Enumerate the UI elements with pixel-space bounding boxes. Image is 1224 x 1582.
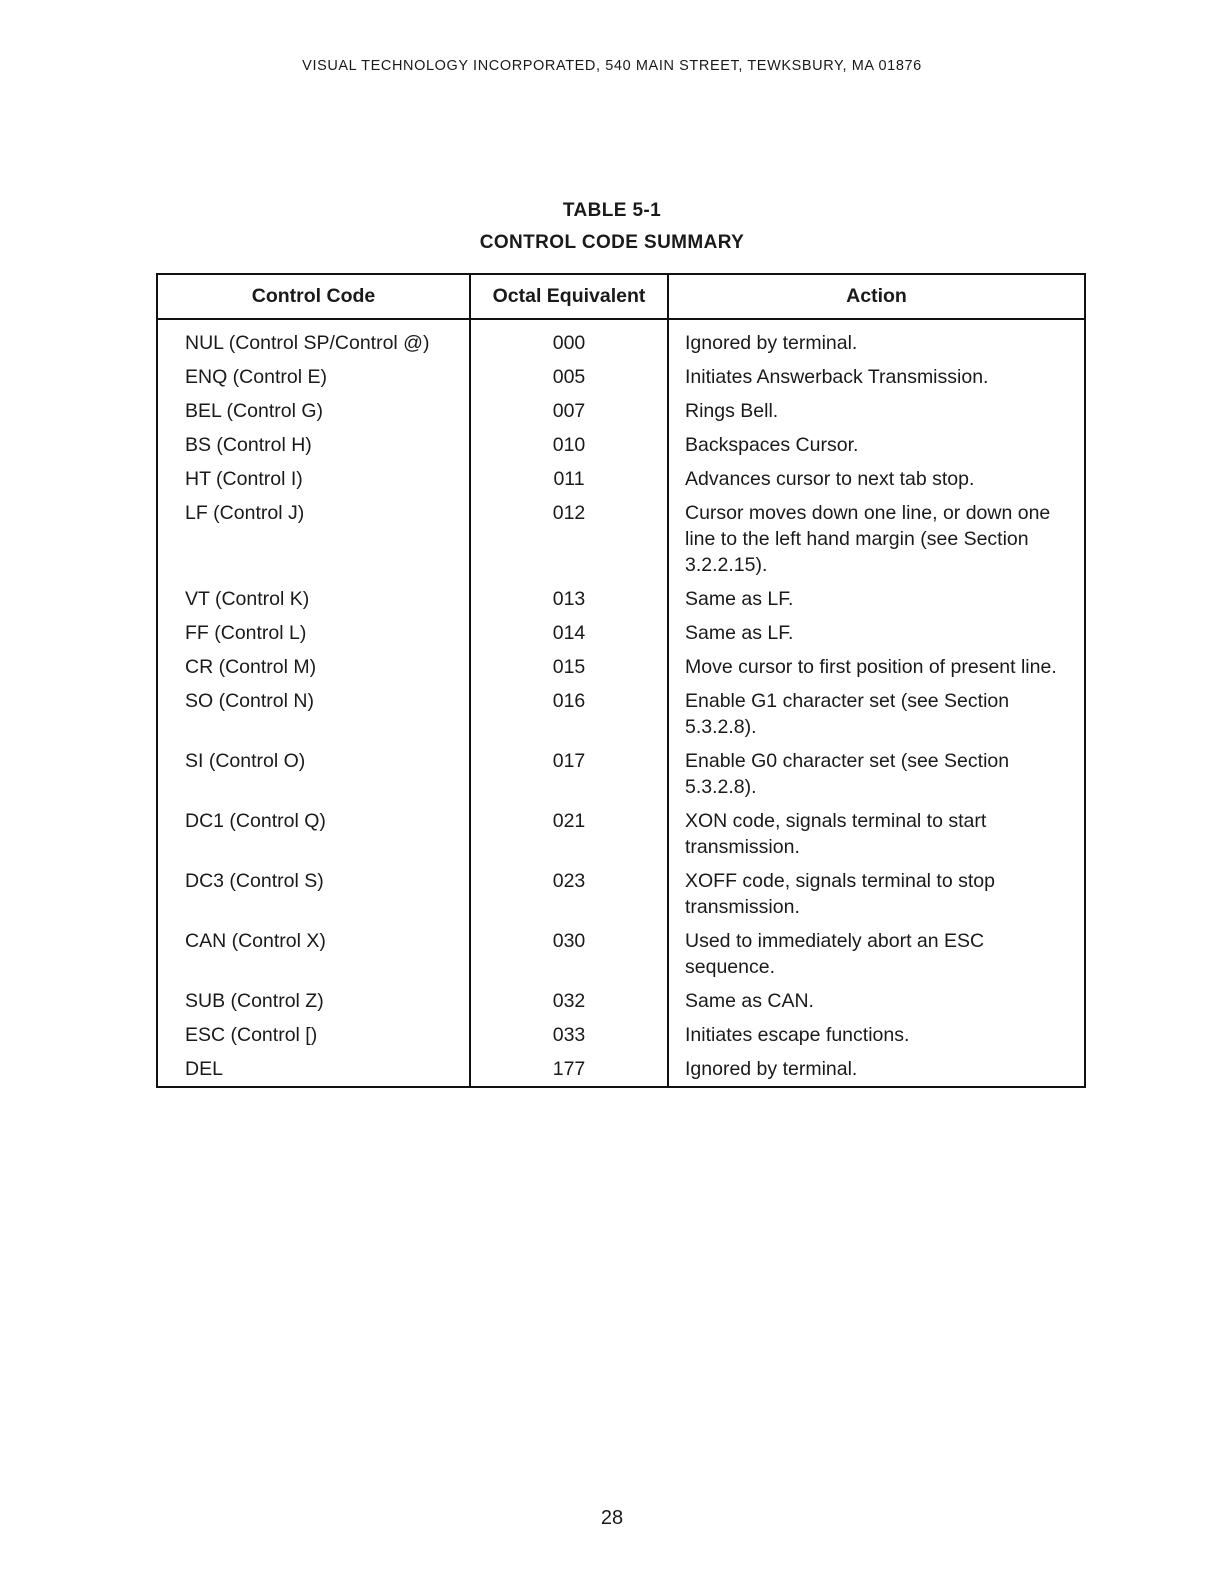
control-code-cell: FF (Control L) bbox=[185, 622, 307, 644]
control-code-cell: LF (Control J) bbox=[185, 502, 305, 524]
control-code-cell: NUL (Control SP/Control @) bbox=[185, 332, 430, 354]
action-cell: Cursor moves down one line, or down one line to the left hand margin (see Section 3.2.2.15). bbox=[668, 495, 1085, 581]
table-row bbox=[157, 743, 1085, 803]
table-row bbox=[157, 1051, 1085, 1087]
action-cell: Initiates Answerback Transmission. bbox=[668, 359, 1085, 393]
table-row bbox=[157, 319, 1085, 359]
control-code-cell: VT (Control K) bbox=[185, 588, 310, 610]
octal-cell: 017 bbox=[470, 743, 668, 803]
control-code-cell: BEL (Control G) bbox=[185, 400, 323, 422]
table-row bbox=[157, 923, 1085, 983]
table-header-row bbox=[157, 274, 1085, 319]
table-subtitle: CONTROL CODE SUMMARY bbox=[479, 232, 745, 253]
table-row bbox=[157, 461, 1085, 495]
action-cell: Same as CAN. bbox=[668, 983, 1085, 1017]
octal-cell: 011 bbox=[470, 461, 668, 495]
table-title: TABLE 5-1 bbox=[562, 200, 662, 221]
control-code-cell: DC1 (Control Q) bbox=[185, 810, 326, 832]
octal-cell: 033 bbox=[470, 1017, 668, 1051]
action-cell: Backspaces Cursor. bbox=[668, 427, 1085, 461]
octal-cell: 177 bbox=[470, 1051, 668, 1087]
control-code-table bbox=[156, 273, 1086, 1088]
header-octal-equivalent: Octal Equivalent bbox=[470, 274, 668, 319]
action-cell: Ignored by terminal. bbox=[668, 1051, 1085, 1087]
action-cell: Enable G0 character set (see Section 5.3.2.8). bbox=[668, 743, 1085, 803]
page-number: 28 bbox=[600, 1507, 624, 1529]
octal-cell: 030 bbox=[470, 923, 668, 983]
control-code-cell: BS (Control H) bbox=[185, 434, 312, 456]
control-code-cell: HT (Control I) bbox=[185, 468, 303, 490]
octal-cell: 016 bbox=[470, 683, 668, 743]
action-cell: XOFF code, signals terminal to stop transmission. bbox=[668, 863, 1085, 923]
octal-cell: 021 bbox=[470, 803, 668, 863]
control-code-cell: ESC (Control [) bbox=[185, 1024, 318, 1046]
letterhead: VISUAL TECHNOLOGY INCORPORATED, 540 MAIN STREET, TEWKSBURY, MA 01876 bbox=[302, 58, 922, 74]
table-row bbox=[157, 615, 1085, 649]
control-code-cell: CR (Control M) bbox=[185, 656, 317, 678]
table-row bbox=[157, 427, 1085, 461]
action-cell: Used to immediately abort an ESC sequence. bbox=[668, 923, 1085, 983]
table-row bbox=[157, 983, 1085, 1017]
table-row bbox=[157, 359, 1085, 393]
action-cell: Same as LF. bbox=[668, 615, 1085, 649]
action-cell: Rings Bell. bbox=[668, 393, 1085, 427]
header-action: Action bbox=[668, 274, 1085, 319]
control-code-cell: DC3 (Control S) bbox=[185, 870, 324, 892]
action-cell: Ignored by terminal. bbox=[668, 319, 1085, 359]
action-cell: Move cursor to first position of present line. bbox=[668, 649, 1085, 683]
octal-cell: 032 bbox=[470, 983, 668, 1017]
octal-cell: 000 bbox=[470, 319, 668, 359]
octal-cell: 005 bbox=[470, 359, 668, 393]
octal-cell: 013 bbox=[470, 581, 668, 615]
table-row bbox=[157, 393, 1085, 427]
octal-cell: 014 bbox=[470, 615, 668, 649]
control-code-cell: ENQ (Control E) bbox=[185, 366, 327, 388]
action-cell: XON code, signals terminal to start transmission. bbox=[668, 803, 1085, 863]
table-row bbox=[157, 683, 1085, 743]
octal-cell: 023 bbox=[470, 863, 668, 923]
control-code-cell: SUB (Control Z) bbox=[185, 990, 324, 1012]
control-code-cell: CAN (Control X) bbox=[185, 930, 326, 952]
octal-cell: 015 bbox=[470, 649, 668, 683]
table-row bbox=[157, 1017, 1085, 1051]
action-cell: Initiates escape functions. bbox=[668, 1017, 1085, 1051]
octal-cell: 012 bbox=[470, 495, 668, 581]
header-control-code: Control Code bbox=[157, 274, 470, 319]
action-cell: Same as LF. bbox=[668, 581, 1085, 615]
control-code-cell: DEL bbox=[185, 1058, 223, 1080]
control-code-cell: SI (Control O) bbox=[185, 750, 306, 772]
octal-cell: 007 bbox=[470, 393, 668, 427]
action-cell: Advances cursor to next tab stop. bbox=[668, 461, 1085, 495]
table-row bbox=[157, 495, 1085, 581]
table-row bbox=[157, 649, 1085, 683]
control-code-cell: SO (Control N) bbox=[185, 690, 314, 712]
table-row bbox=[157, 863, 1085, 923]
table-row bbox=[157, 581, 1085, 615]
table-row bbox=[157, 803, 1085, 863]
action-cell: Enable G1 character set (see Section 5.3.2.8). bbox=[668, 683, 1085, 743]
octal-cell: 010 bbox=[470, 427, 668, 461]
